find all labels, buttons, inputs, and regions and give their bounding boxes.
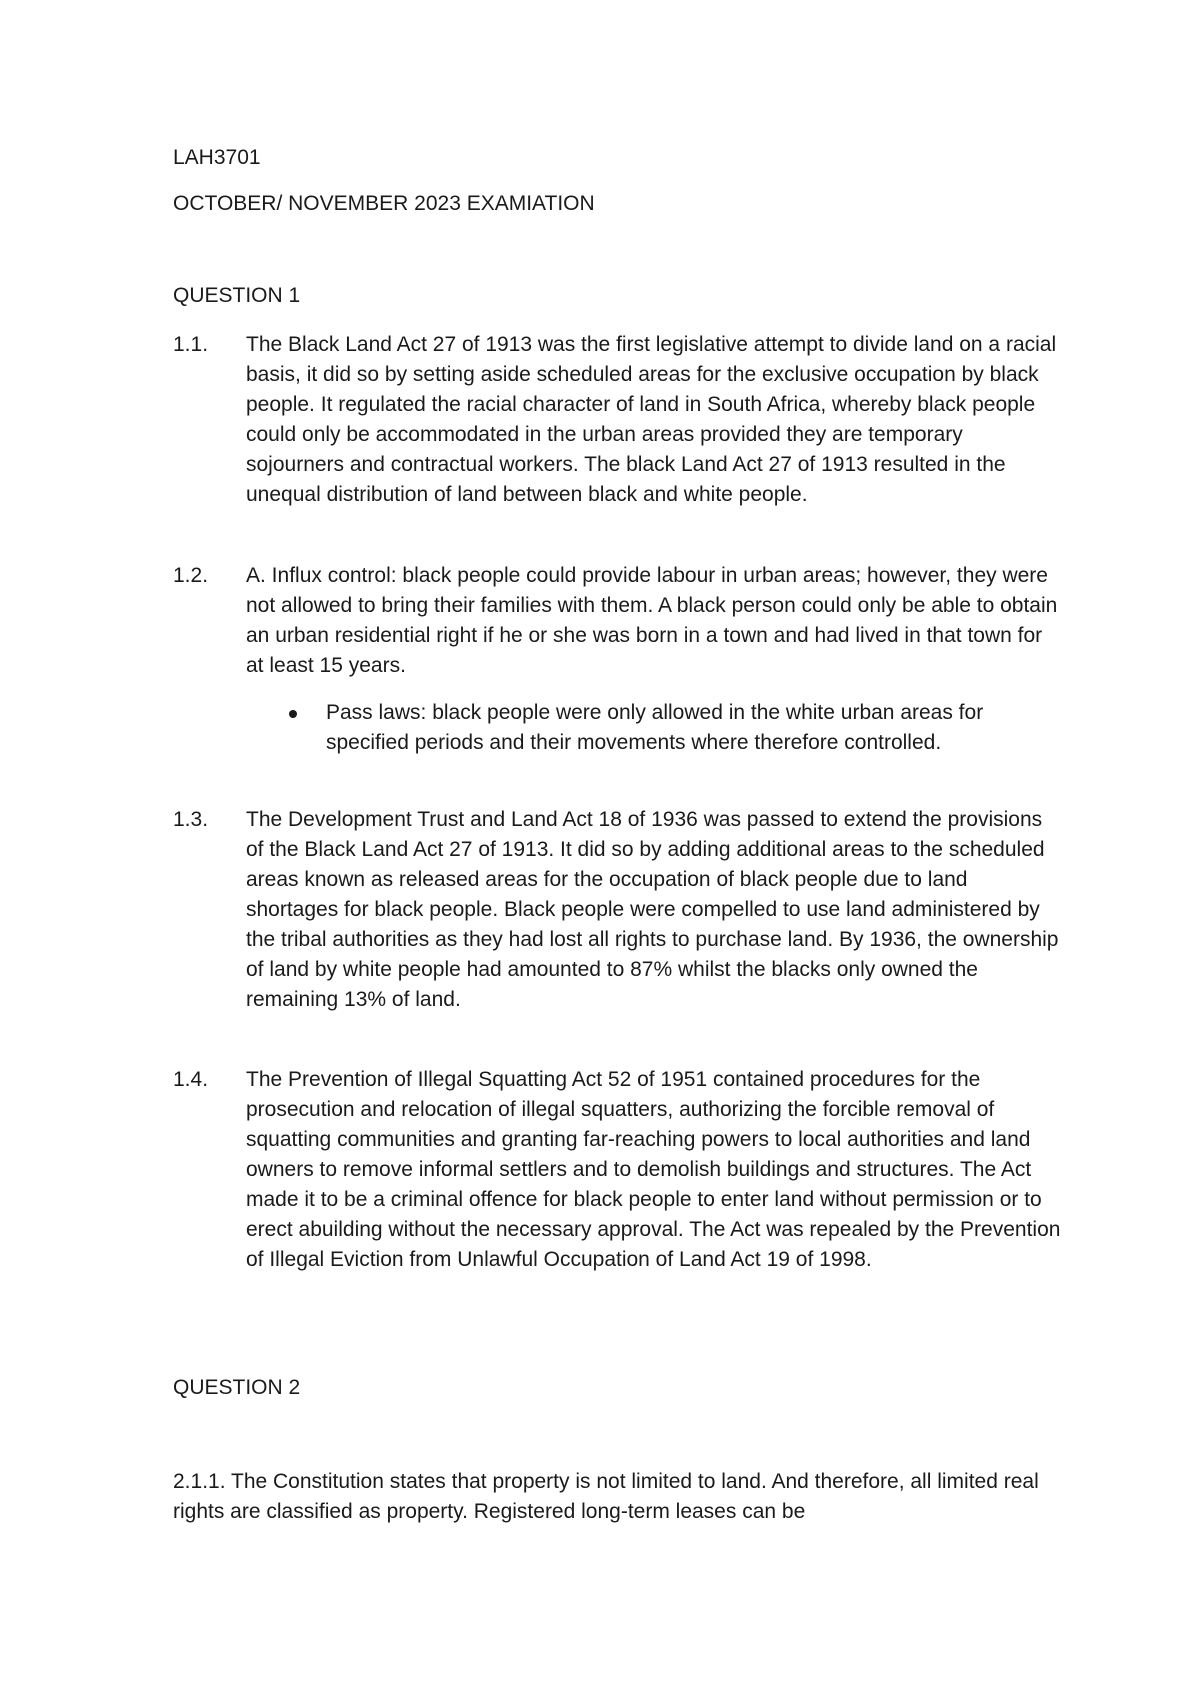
bullet-text: Pass laws: black people were only allowed in the white urban areas for specified periods and their movements where therefore controlled. [326, 701, 984, 754]
item-text: The Development Trust and Land Act 18 of 1936 was passed to extend the provisions of the Black Land Act 27 of 1913. It did so by adding additional areas to the scheduled areas known as released areas for the occupation of black people due to land shortages for black people. Black people were compelled to use land administered by the tribal authorities as they had lost all rights to purchase land. By 1936, the ownership of land by white people had amounted to 87% whilst the blacks only owned the remaining 13% of land. [246, 808, 1059, 1011]
item-text: The Prevention of Illegal Squatting Act 52 of 1951 contained procedures for the prosecution and relocation of illegal squatters, authorizing the forcible removal of squatting communities and granting far-reaching powers to local authorities and land owners to remove informal settlers and to demolish buildings and structures. The Act made it to be a criminal offence for black people to enter land without permission or to erect abuilding without the necessary approval. The Act was repealed by the Prevention of Illegal Eviction from Unlawful Occupation of Land Act 19 of 1998. [246, 1068, 1061, 1271]
bullet-item-pass-laws [173, 698, 1063, 758]
exam-title: OCTOBER/ NOVEMBER 2023 EXAMIATION [173, 192, 595, 215]
question1-item-1-1 [173, 330, 1063, 510]
question2-paragraph-2-1-1: 2.1.1. The Constitution states that property is not limited to land. And therefore, all limited real rights are classified as property. Registered long-term leases can be [173, 1470, 1039, 1523]
item-number: 1.2. [173, 564, 209, 587]
bullet-dot-icon [289, 710, 297, 718]
item-number: 1.1. [173, 333, 209, 356]
item-text: A. Influx control: black people could provide labour in urban areas; however, they were not allowed to bring their families with them. A black person could only be able to obtain an urban residential right if he or she was born in a town and had lived in that town for at least 15 years. [246, 564, 1058, 677]
item-number: 1.4. [173, 1068, 209, 1091]
question1-item-1-3 [173, 805, 1063, 1015]
question1-heading: QUESTION 1 [173, 284, 301, 307]
question1-item-1-4 [173, 1065, 1063, 1275]
question1-item-1-2 [173, 561, 1063, 681]
course-code: LAH3701 [173, 146, 261, 169]
item-number: 1.3. [173, 808, 209, 831]
question2-heading: QUESTION 2 [173, 1376, 301, 1399]
item-text: The Black Land Act 27 of 1913 was the first legislative attempt to divide land on a racial basis, it did so by setting aside scheduled areas for the exclusive occupation by black people. It regulated the racial character of land in South Africa, whereby black people could only be accommodated in the urban areas provided they are temporary sojourners and contractual workers. The black Land Act 27 of 1913 resulted in the unequal distribution of land between black and white people. [246, 333, 1057, 506]
